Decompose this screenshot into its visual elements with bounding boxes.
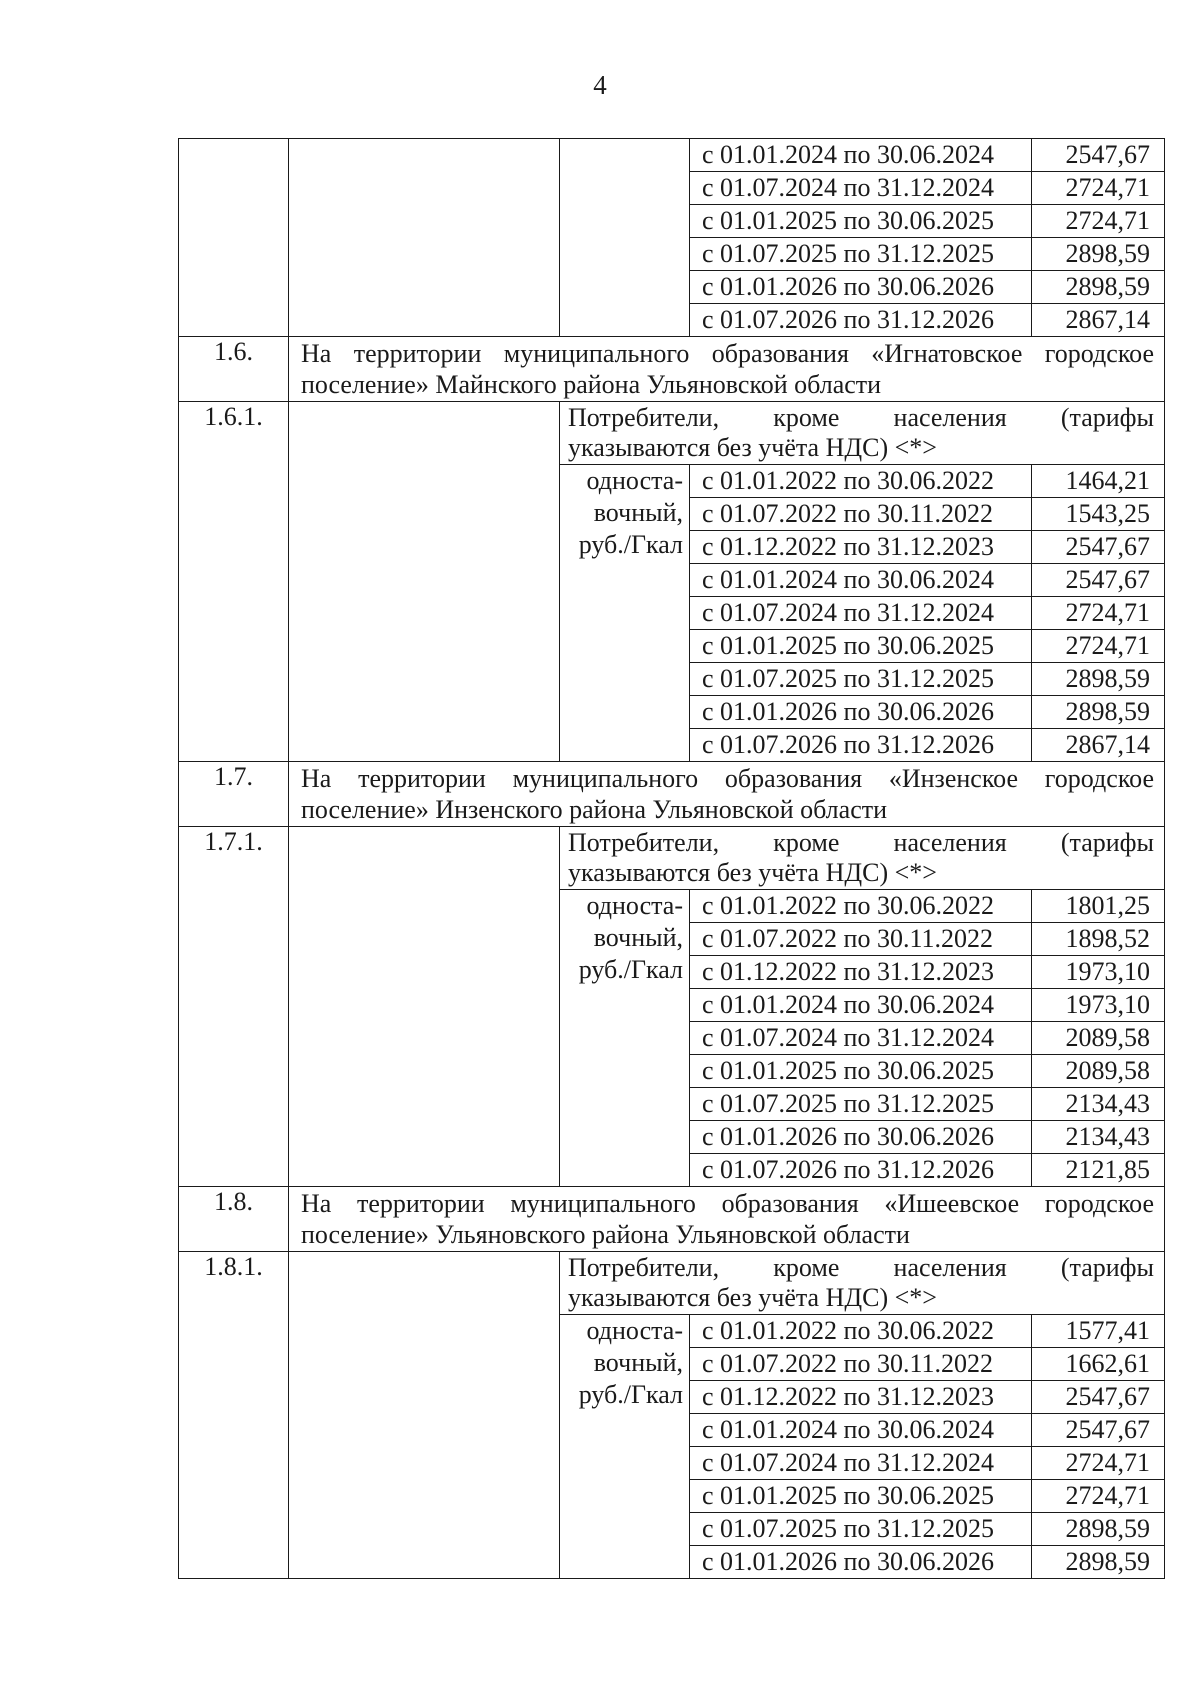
period-cell: с 01.07.2024 по 31.12.2024 [690, 172, 1032, 205]
value-cell: 2898,59 [1032, 696, 1165, 729]
value-cell: 2547,67 [1032, 531, 1165, 564]
value-cell: 2724,71 [1032, 630, 1165, 663]
period-cell: с 01.01.2022 по 30.06.2022 [690, 1315, 1032, 1348]
period-cell: с 01.01.2026 по 30.06.2026 [690, 1546, 1032, 1579]
period-cell: с 01.01.2026 по 30.06.2026 [690, 271, 1032, 304]
value-cell: 2547,67 [1032, 139, 1165, 172]
value-cell: 1898,52 [1032, 923, 1165, 956]
unit-cell: односта-вочный, руб./Гкал [560, 890, 690, 1187]
subsection-row [179, 402, 1165, 465]
subsection-row [179, 1252, 1165, 1315]
value-cell: 2121,85 [1032, 1154, 1165, 1187]
period-cell: с 01.01.2025 по 30.06.2025 [690, 1055, 1032, 1088]
section-title: На территории муниципального образования «Игнатовское городское поселение» Майнского района Ульяновской области [289, 337, 1165, 402]
period-cell: с 01.01.2025 по 30.06.2025 [690, 205, 1032, 238]
period-cell: с 01.07.2025 по 31.12.2025 [690, 238, 1032, 271]
tariff-table [178, 138, 1165, 1579]
period-cell: с 01.07.2026 по 31.12.2026 [690, 729, 1032, 762]
subsection-row [179, 827, 1165, 890]
page-number: 4 [593, 70, 607, 100]
row-number-cell [179, 139, 289, 337]
value-cell: 2547,67 [1032, 1414, 1165, 1447]
subsection-number: 1.7.1. [179, 827, 289, 1187]
period-cell: с 01.07.2024 по 31.12.2024 [690, 1447, 1032, 1480]
continuation-row [179, 139, 1165, 172]
value-cell: 2898,59 [1032, 663, 1165, 696]
period-cell: с 01.01.2025 по 30.06.2025 [690, 1480, 1032, 1513]
value-cell: 2867,14 [1032, 304, 1165, 337]
blank-cell [289, 1252, 560, 1579]
period-cell: с 01.07.2022 по 30.11.2022 [690, 1348, 1032, 1381]
period-cell: с 01.01.2026 по 30.06.2026 [690, 1121, 1032, 1154]
value-cell: 2724,71 [1032, 1480, 1165, 1513]
period-cell: с 01.01.2024 по 30.06.2024 [690, 1414, 1032, 1447]
period-cell: с 01.12.2022 по 31.12.2023 [690, 1381, 1032, 1414]
unit-cell: односта-вочный, руб./Гкал [560, 465, 690, 762]
value-cell: 2724,71 [1032, 205, 1165, 238]
value-cell: 2898,59 [1032, 238, 1165, 271]
section-number: 1.8. [179, 1187, 289, 1252]
period-cell: с 01.12.2022 по 31.12.2023 [690, 531, 1032, 564]
value-cell: 2089,58 [1032, 1055, 1165, 1088]
value-cell: 1973,10 [1032, 989, 1165, 1022]
period-cell: с 01.01.2022 по 30.06.2022 [690, 890, 1032, 923]
period-cell: с 01.01.2024 по 30.06.2024 [690, 989, 1032, 1022]
period-cell: с 01.01.2026 по 30.06.2026 [690, 696, 1032, 729]
period-cell: с 01.01.2025 по 30.06.2025 [690, 630, 1032, 663]
period-cell: с 01.01.2024 по 30.06.2024 [690, 564, 1032, 597]
value-cell: 2547,67 [1032, 1381, 1165, 1414]
section-header-row [179, 337, 1165, 402]
period-cell: с 01.07.2024 по 31.12.2024 [690, 1022, 1032, 1055]
blank-cell [289, 402, 560, 762]
section-number: 1.7. [179, 762, 289, 827]
period-cell: с 01.07.2024 по 31.12.2024 [690, 597, 1032, 630]
value-cell: 1577,41 [1032, 1315, 1165, 1348]
tariff-table-body [179, 139, 1165, 1579]
section-number: 1.6. [179, 337, 289, 402]
value-cell: 2898,59 [1032, 271, 1165, 304]
value-cell: 2724,71 [1032, 172, 1165, 205]
section-header-row [179, 762, 1165, 827]
period-cell: с 01.07.2026 по 31.12.2026 [690, 1154, 1032, 1187]
period-cell: с 01.07.2026 по 31.12.2026 [690, 304, 1032, 337]
period-cell: с 01.07.2022 по 30.11.2022 [690, 923, 1032, 956]
subsection-number: 1.8.1. [179, 1252, 289, 1579]
period-cell: с 01.01.2024 по 30.06.2024 [690, 139, 1032, 172]
period-cell: с 01.07.2025 по 31.12.2025 [690, 1088, 1032, 1121]
value-cell: 2547,67 [1032, 564, 1165, 597]
period-cell: с 01.12.2022 по 31.12.2023 [690, 956, 1032, 989]
subsection-number: 1.6.1. [179, 402, 289, 762]
section-title: На территории муниципального образования «Инзенское городское поселение» Инзенского района Ульяновской области [289, 762, 1165, 827]
section-title: На территории муниципального образования «Ишеевское городское поселение» Ульяновского района Ульяновской области [289, 1187, 1165, 1252]
unit-cell: односта-вочный, руб./Гкал [560, 1315, 690, 1579]
period-cell: с 01.07.2022 по 30.11.2022 [690, 498, 1032, 531]
value-cell: 1543,25 [1032, 498, 1165, 531]
value-cell: 2134,43 [1032, 1088, 1165, 1121]
value-cell: 1973,10 [1032, 956, 1165, 989]
period-cell: с 01.07.2025 по 31.12.2025 [690, 663, 1032, 696]
value-cell: 1464,21 [1032, 465, 1165, 498]
consumers-note: Потребители, кроме населения (тарифы указываются без учёта НДС) <*> [560, 402, 1165, 465]
value-cell: 2134,43 [1032, 1121, 1165, 1154]
value-cell: 2898,59 [1032, 1513, 1165, 1546]
blank-cell [289, 139, 560, 337]
value-cell: 2724,71 [1032, 1447, 1165, 1480]
value-cell: 1801,25 [1032, 890, 1165, 923]
section-header-row [179, 1187, 1165, 1252]
period-cell: с 01.07.2025 по 31.12.2025 [690, 1513, 1032, 1546]
blank-cell [289, 827, 560, 1187]
value-cell: 2089,58 [1032, 1022, 1165, 1055]
consumers-note: Потребители, кроме населения (тарифы указываются без учёта НДС) <*> [560, 1252, 1165, 1315]
value-cell: 2724,71 [1032, 597, 1165, 630]
value-cell: 2898,59 [1032, 1546, 1165, 1579]
period-cell: с 01.01.2022 по 30.06.2022 [690, 465, 1032, 498]
unit-cell [560, 139, 690, 337]
value-cell: 1662,61 [1032, 1348, 1165, 1381]
consumers-note: Потребители, кроме населения (тарифы указываются без учёта НДС) <*> [560, 827, 1165, 890]
value-cell: 2867,14 [1032, 729, 1165, 762]
